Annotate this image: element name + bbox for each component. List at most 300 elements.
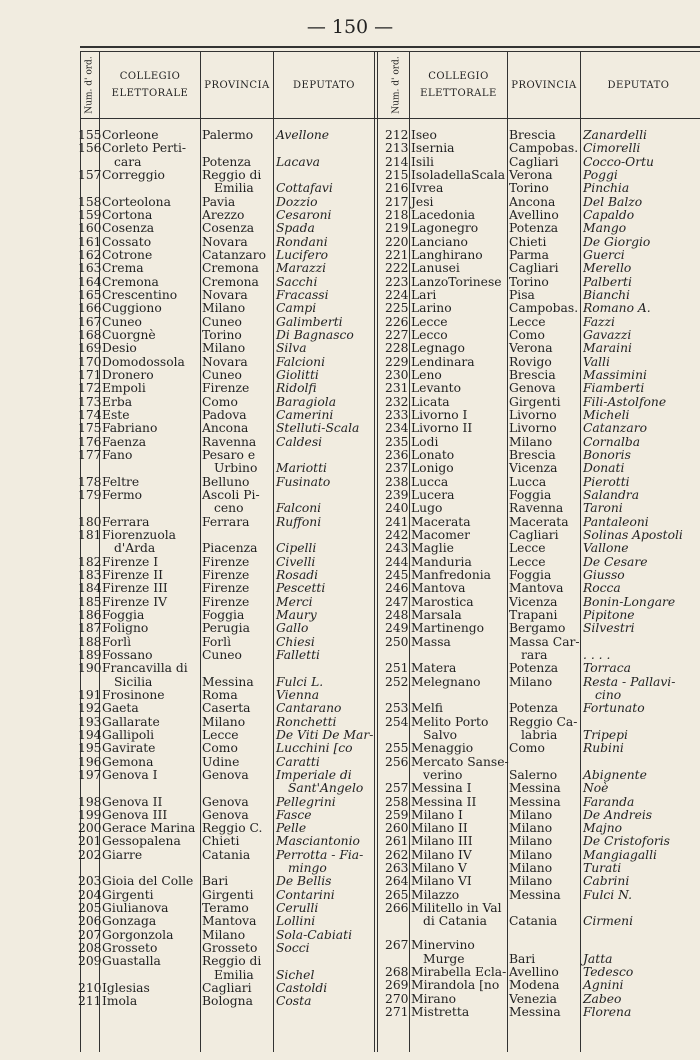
collegio-cell: Militello in Val [411,901,502,916]
provincia-cell: Bari [509,951,536,966]
deputato-cell: . . . . [583,647,611,662]
provincia-cell: rara [521,647,548,662]
row-number: 228 [385,341,409,356]
collegio-cell: Empoli [102,381,146,396]
collegio-cell: Corteolona [102,194,171,209]
deputato-cell: Avellone [276,128,330,142]
provincia-cell: Milano [509,434,553,449]
row-number: 170 [78,354,102,369]
deputato-cell: Rubini [583,741,624,756]
deputato-cell: Caldesi [276,434,323,449]
provincia-cell: Piacenza [202,541,258,556]
collegio-cell: Messina I [411,781,472,796]
deputato-cell: mingo [288,861,327,876]
collegio-cell: Mirabella Ecla- [411,965,507,980]
provincia-cell: Girgenti [202,887,254,902]
column-rule [580,52,581,1052]
provincia-cell: Messina [509,781,561,796]
provincia-cell: Bari [202,874,229,889]
collegio-cell: Melito Porto [411,714,489,729]
collegio-cell: Lonato [411,447,455,462]
deputato-cell: Camerini [276,407,334,422]
provincia-cell: Milano [509,874,553,889]
collegio-cell: Milano VI [411,874,472,889]
collegio-cell: Faenza [102,434,147,449]
provincia-cell: Arezzo [202,207,245,222]
collegio-cell: Milazzo [411,887,460,902]
row-number: 235 [385,434,409,449]
deputato-cell: Cantarano [276,701,342,716]
deputato-cell: Contarini [276,887,335,902]
collegio-cell: IsoladellaScala [411,167,506,182]
deputato-cell: Fili-Astolfone [583,394,667,409]
deputato-cell: Pantaleoni [583,514,649,529]
deputato-cell: Capaldo [583,207,635,222]
row-number: 226 [385,314,409,329]
deputato-cell: Del Balzo [583,194,643,209]
deputato-cell: Campi [276,301,317,316]
collegio-cell: Ferrara [102,514,150,529]
collegio-cell: Marostica [411,594,474,609]
collegio-cell: Firenze II [102,567,163,582]
row-number: 209 [78,954,102,969]
provincia-cell: Firenze [202,554,250,569]
row-number: 267 [385,938,409,953]
provincia-cell: Reggio Ca- [509,714,578,729]
provincia-cell: Cremona [202,274,259,289]
row-number: 157 [78,167,102,182]
provincia-cell: Avellino [509,207,559,222]
row-number: 193 [78,714,102,729]
provincia-cell: Ancona [509,194,556,209]
collegio-cell: Cosenza [102,221,155,236]
provincia-cell: Bergamo [509,621,566,636]
provincia-cell: Emilia [214,181,254,196]
collegio-cell: Manduria [411,554,472,569]
deputato-cell: Pelle [276,821,307,836]
row-number: 231 [385,381,409,396]
collegio-cell: Melegnano [411,674,481,689]
collegio-cell: Cuggiono [102,301,162,316]
collegio-cell: Lodi [411,434,439,449]
row-number: 244 [385,554,409,569]
provincia-cell: Como [202,741,238,756]
provincia-cell: Perugia [202,621,250,636]
deputato-cell: Marazzi [276,261,327,276]
collegio-cell: Girgenti [102,887,154,902]
collegio-cell: Feltre [102,474,140,489]
row-number: 227 [385,327,409,342]
collegio-cell: Licata [411,394,450,409]
provincia-cell: Cosenza [202,221,255,236]
collegio-cell: Iglesias [102,981,150,996]
deputato-cell: De Andreis [583,807,653,822]
row-number: 175 [78,421,102,436]
row-number: 176 [78,434,102,449]
provincia-cell: Forlì [202,634,232,649]
row-number: 236 [385,447,409,462]
deputato-cell: Ruffoni [276,514,322,529]
provincia-cell: Palermo [202,128,254,142]
column-rule [273,52,274,1052]
row-number: 167 [78,314,102,329]
provincia-cell: Cagliari [509,527,559,542]
row-number: 217 [385,194,409,209]
provincia-cell: Bologna [202,994,253,1009]
deputato-cell: De Bellis [276,874,332,889]
row-number: 180 [78,514,102,529]
collegio-cell: Menaggio [411,741,474,756]
provincia-cell: Novara [202,287,248,302]
deputato-cell: cino [595,687,622,702]
deputato-cell: Cipelli [276,541,317,556]
collegio-cell: Mirano [411,991,457,1006]
collegio-cell: Milano IV [411,847,472,862]
row-number: 216 [385,181,409,196]
provincia-cell: Potenza [202,154,252,169]
provincia-cell: Foggia [509,487,552,502]
deputato-cell: Fracassi [276,287,329,302]
provincia-cell: Pesaro e [202,447,256,462]
collegio-cell: Lanciano [411,234,468,249]
provincia-header: PROVINCIA [204,79,270,91]
collegio-cell: Fano [102,447,133,462]
collegio-cell: di Catania [423,914,487,929]
deputato-cell: Tedesco [583,965,634,980]
row-number: 188 [78,634,102,649]
row-number: 203 [78,874,102,889]
row-number: 232 [385,394,409,409]
deputato-cell: Sacchi [276,274,318,289]
collegio-cell: Gorgonzola [102,927,174,942]
collegio-cell: Livorno II [411,421,473,436]
provincia-cell: Lecce [509,554,546,569]
collegio-cell: Lagonegro [411,221,479,236]
provincia-cell: Vicenza [509,594,558,609]
row-number: 186 [78,607,102,622]
row-number: 252 [385,674,409,689]
collegio-cell: Gemona [102,754,154,769]
deputato-cell: Falconi [276,501,322,516]
collegio-cell: Fermo [102,487,143,502]
row-number: 215 [385,167,409,182]
collegio-cell: Cortona [102,207,153,222]
collegio-cell: Langhirano [411,247,483,262]
deputato-cell: Fulci L. [276,674,324,689]
deputato-cell: Spada [276,221,315,236]
deputato-cell: Palberti [583,274,632,289]
provincia-cell: Urbino [214,461,258,476]
row-number: 237 [385,461,409,476]
row-number: 271 [385,1005,409,1020]
deputato-cell: Falcioni [276,354,326,369]
row-number: 171 [78,367,102,382]
deputato-cell: Massimini [583,367,647,382]
row-number: 247 [385,594,409,609]
provincia-cell: Firenze [202,581,250,596]
row-number: 169 [78,341,102,356]
row-number: 194 [78,727,102,742]
row-number: 155 [78,128,102,142]
provincia-cell: Ancona [202,421,249,436]
collegio-cell: Melfi [411,701,444,716]
deputato-cell: Merello [583,261,632,276]
row-number: 266 [385,901,409,916]
collegio-cell: Forlì [102,634,132,649]
collegio-cell: Firenze I [102,554,159,569]
deputato-cell: Cesaroni [276,207,332,222]
row-number: 208 [78,941,102,956]
collegio-cell: Cuorgnè [102,327,156,342]
collegio-cell: cara [114,154,142,169]
collegio-cell: Gaeta [102,701,139,716]
row-number: 199 [78,807,102,822]
deputato-cell: Mango [583,221,627,236]
row-number: 205 [78,901,102,916]
collegio-cell: Foligno [102,621,149,636]
row-number: 156 [78,141,102,156]
deputato-cell: Resta - Pallavi- [583,674,676,689]
row-number: 262 [385,847,409,862]
column-rule [409,52,410,1052]
deputato-cell: Pipitone [583,607,635,622]
collegio-cell: LanzoTorinese [411,274,502,289]
provincia-cell: Potenza [509,701,559,716]
deputato-cell: Vallone [583,541,629,556]
collegio-cell: Lucera [411,487,455,502]
row-number: 259 [385,807,409,822]
row-number: 255 [385,741,409,756]
collegio-cell: Grosseto [102,941,158,956]
provincia-cell: labria [521,727,558,742]
row-number: 211 [78,994,102,1009]
row-number: 159 [78,207,102,222]
deputato-cell: Guerci [583,247,625,262]
collegio-cell: Milano III [411,834,473,849]
provincia-cell: Catania [202,847,251,862]
provincia-cell: Campobas. [509,141,579,156]
deputato-cell: Lollini [276,914,316,929]
deputato-cell: Caratti [276,754,320,769]
collegio-cell: Manfredonia [411,567,492,582]
row-number: 269 [385,978,409,993]
row-number: 225 [385,301,409,316]
deputato-cell: Poggi [583,167,618,182]
provincia-cell: Rovigo [509,354,552,369]
provincia-cell: ceno [214,501,244,516]
row-number: 229 [385,354,409,369]
row-number: 197 [78,767,102,782]
row-number: 230 [385,367,409,382]
deputato-cell: Giusso [583,567,625,582]
row-number: 245 [385,567,409,582]
collegio-cell: Gioia del Colle [102,874,194,889]
provincia-cell: Milano [509,807,553,822]
row-number: 218 [385,207,409,222]
provincia-cell: Cuneo [202,647,242,662]
collegio-cell: Sicilia [114,674,153,689]
collegio-cell: Giulianova [102,901,169,916]
deputato-cell: Sola-Cabiati [276,927,352,942]
collegio-cell: Macomer [411,527,471,542]
collegio-cell: Ivrea [411,181,444,196]
provincia-cell: Reggio di [202,954,262,969]
collegio-cell: Imola [102,994,138,1009]
row-number: 242 [385,527,409,542]
provincia-cell: Chieti [509,234,547,249]
provincia-cell: Torino [202,327,242,342]
deputato-cell: Lucifero [276,247,329,262]
deputato-cell: Galimberti [276,314,343,329]
row-number: 160 [78,221,102,236]
deputato-cell: Gallo [276,621,309,636]
row-number: 192 [78,701,102,716]
provincia-cell: Brescia [509,128,556,142]
deputato-cell: Pinchia [583,181,630,196]
deputato-header: DEPUTATO [293,79,355,91]
collegio-cell: Genova III [102,807,168,822]
deputato-cell: Castoldi [276,981,328,996]
row-number: 214 [385,154,409,169]
row-number: 158 [78,194,102,209]
row-number: 172 [78,381,102,396]
collegio-cell: Correggio [102,167,165,182]
provincia-cell: Livorno [509,407,557,422]
provincia-header: PROVINCIA [511,79,577,91]
deputato-cell: Tripepi [583,727,628,742]
provincia-cell: Messina [509,887,561,902]
column-rule [200,52,201,1052]
row-number: 163 [78,261,102,276]
collegio-cell: Minervino [411,938,475,953]
collegio-cell: Firenze III [102,581,168,596]
row-number: 207 [78,927,102,942]
collegio-cell: Domodossola [102,354,185,369]
provincia-cell: Milano [509,861,553,876]
deputato-cell: Sant'Angelo [288,781,364,796]
collegio-cell: Mistretta [411,1005,470,1020]
deputato-cell: Rondani [276,234,328,249]
collegio-cell: Fabriano [102,421,158,436]
deputato-cell: Perrotta - Fia- [276,847,364,862]
collegio-cell: Matera [411,661,457,676]
deputato-cell: Abignente [583,767,647,782]
deputato-cell: Romano A. [583,301,651,316]
collegio-cell: Salvo [423,727,458,742]
provincia-cell: Catanzaro [202,247,267,262]
row-number: 224 [385,287,409,302]
deputato-cell: Turati [583,861,622,876]
collegio-cell: Lacedonia [411,207,476,222]
provincia-cell: Messina [202,674,254,689]
collegio-cell: Guastalla [102,954,161,969]
row-number: 181 [78,527,102,542]
collegio-cell: Desio [102,341,137,356]
provincia-cell: Verona [509,341,553,356]
deputato-cell: Sichel [276,967,315,982]
collegio-cell: Genova I [102,767,158,782]
row-number: 212 [385,128,409,142]
provincia-cell: Lecce [509,314,546,329]
deputato-cell: Taroni [583,501,623,516]
provincia-cell: Campobas. [509,301,579,316]
deputato-cell: Bonin-Longare [583,594,676,609]
collegio-cell: Cossato [102,234,152,249]
deputato-cell: Stelluti-Scala [276,421,360,436]
row-number: 260 [385,821,409,836]
collegio-cell: Crescentino [102,287,178,302]
row-number: 165 [78,287,102,302]
deputato-cell: Giolitti [276,367,319,382]
row-number: 174 [78,407,102,422]
row-number: 241 [385,514,409,529]
row-number: 202 [78,847,102,862]
collegio-cell: Gessopalena [102,834,181,849]
row-number: 213 [385,141,409,156]
provincia-cell: Ravenna [509,501,564,516]
collegio-cell: Genova II [102,794,163,809]
row-number: 173 [78,394,102,409]
deputato-cell: Silva [276,341,307,356]
collegio-cell: Erba [102,394,133,409]
row-number: 168 [78,327,102,342]
provincia-cell: Grosseto [202,941,258,956]
row-number: 250 [385,634,409,649]
deputato-cell: Cocco-Ortu [583,154,654,169]
provincia-cell: Potenza [509,221,559,236]
row-number: 251 [385,661,409,676]
deputato-cell: Catanzaro [583,421,648,436]
deputato-cell: Cottafavi [276,181,333,196]
row-number: 270 [385,991,409,1006]
provincia-cell: Milano [202,341,246,356]
collegio-cell: d'Arda [114,541,156,556]
collegio-cell: Francavilla di [102,661,188,676]
provincia-cell: Trapani [509,607,558,622]
provincia-cell: Reggio C. [202,821,263,836]
deputato-cell: Dozzio [276,194,318,209]
collegio-cell: Foggia [102,607,145,622]
collegio-cell: Firenze IV [102,594,167,609]
provincia-cell: Cagliari [509,261,559,276]
row-number: 256 [385,754,409,769]
deputato-cell: Ronchetti [276,714,337,729]
deputato-cell: Agnini [583,978,624,993]
provincia-cell: Reggio di [202,167,262,182]
provincia-cell: Lecce [202,727,239,742]
deputato-cell: Zabeo [583,991,622,1006]
deputato-cell: Maraini [583,341,632,356]
provincia-cell: Udine [202,754,240,769]
provincia-cell: Mantova [202,914,257,929]
deputato-cell: Cirmeni [583,914,634,929]
provincia-cell: Mantova [509,581,564,596]
row-number: 261 [385,834,409,849]
deputato-cell: De Cristoforis [583,834,670,849]
row-number: 243 [385,541,409,556]
deputato-cell: Cornalba [583,434,641,449]
provincia-cell: Verona [509,167,553,182]
collegio-cell: Fiorenzuola [102,527,177,542]
deputato-cell: Civelli [276,554,316,569]
deputato-cell: Torraca [583,661,631,676]
provincia-cell: Milano [509,821,553,836]
collegio-cell: Legnago [411,341,465,356]
row-number: 184 [78,581,102,596]
row-number: 238 [385,474,409,489]
provincia-cell: Catania [509,914,558,929]
provincia-cell: Cagliari [202,981,252,996]
